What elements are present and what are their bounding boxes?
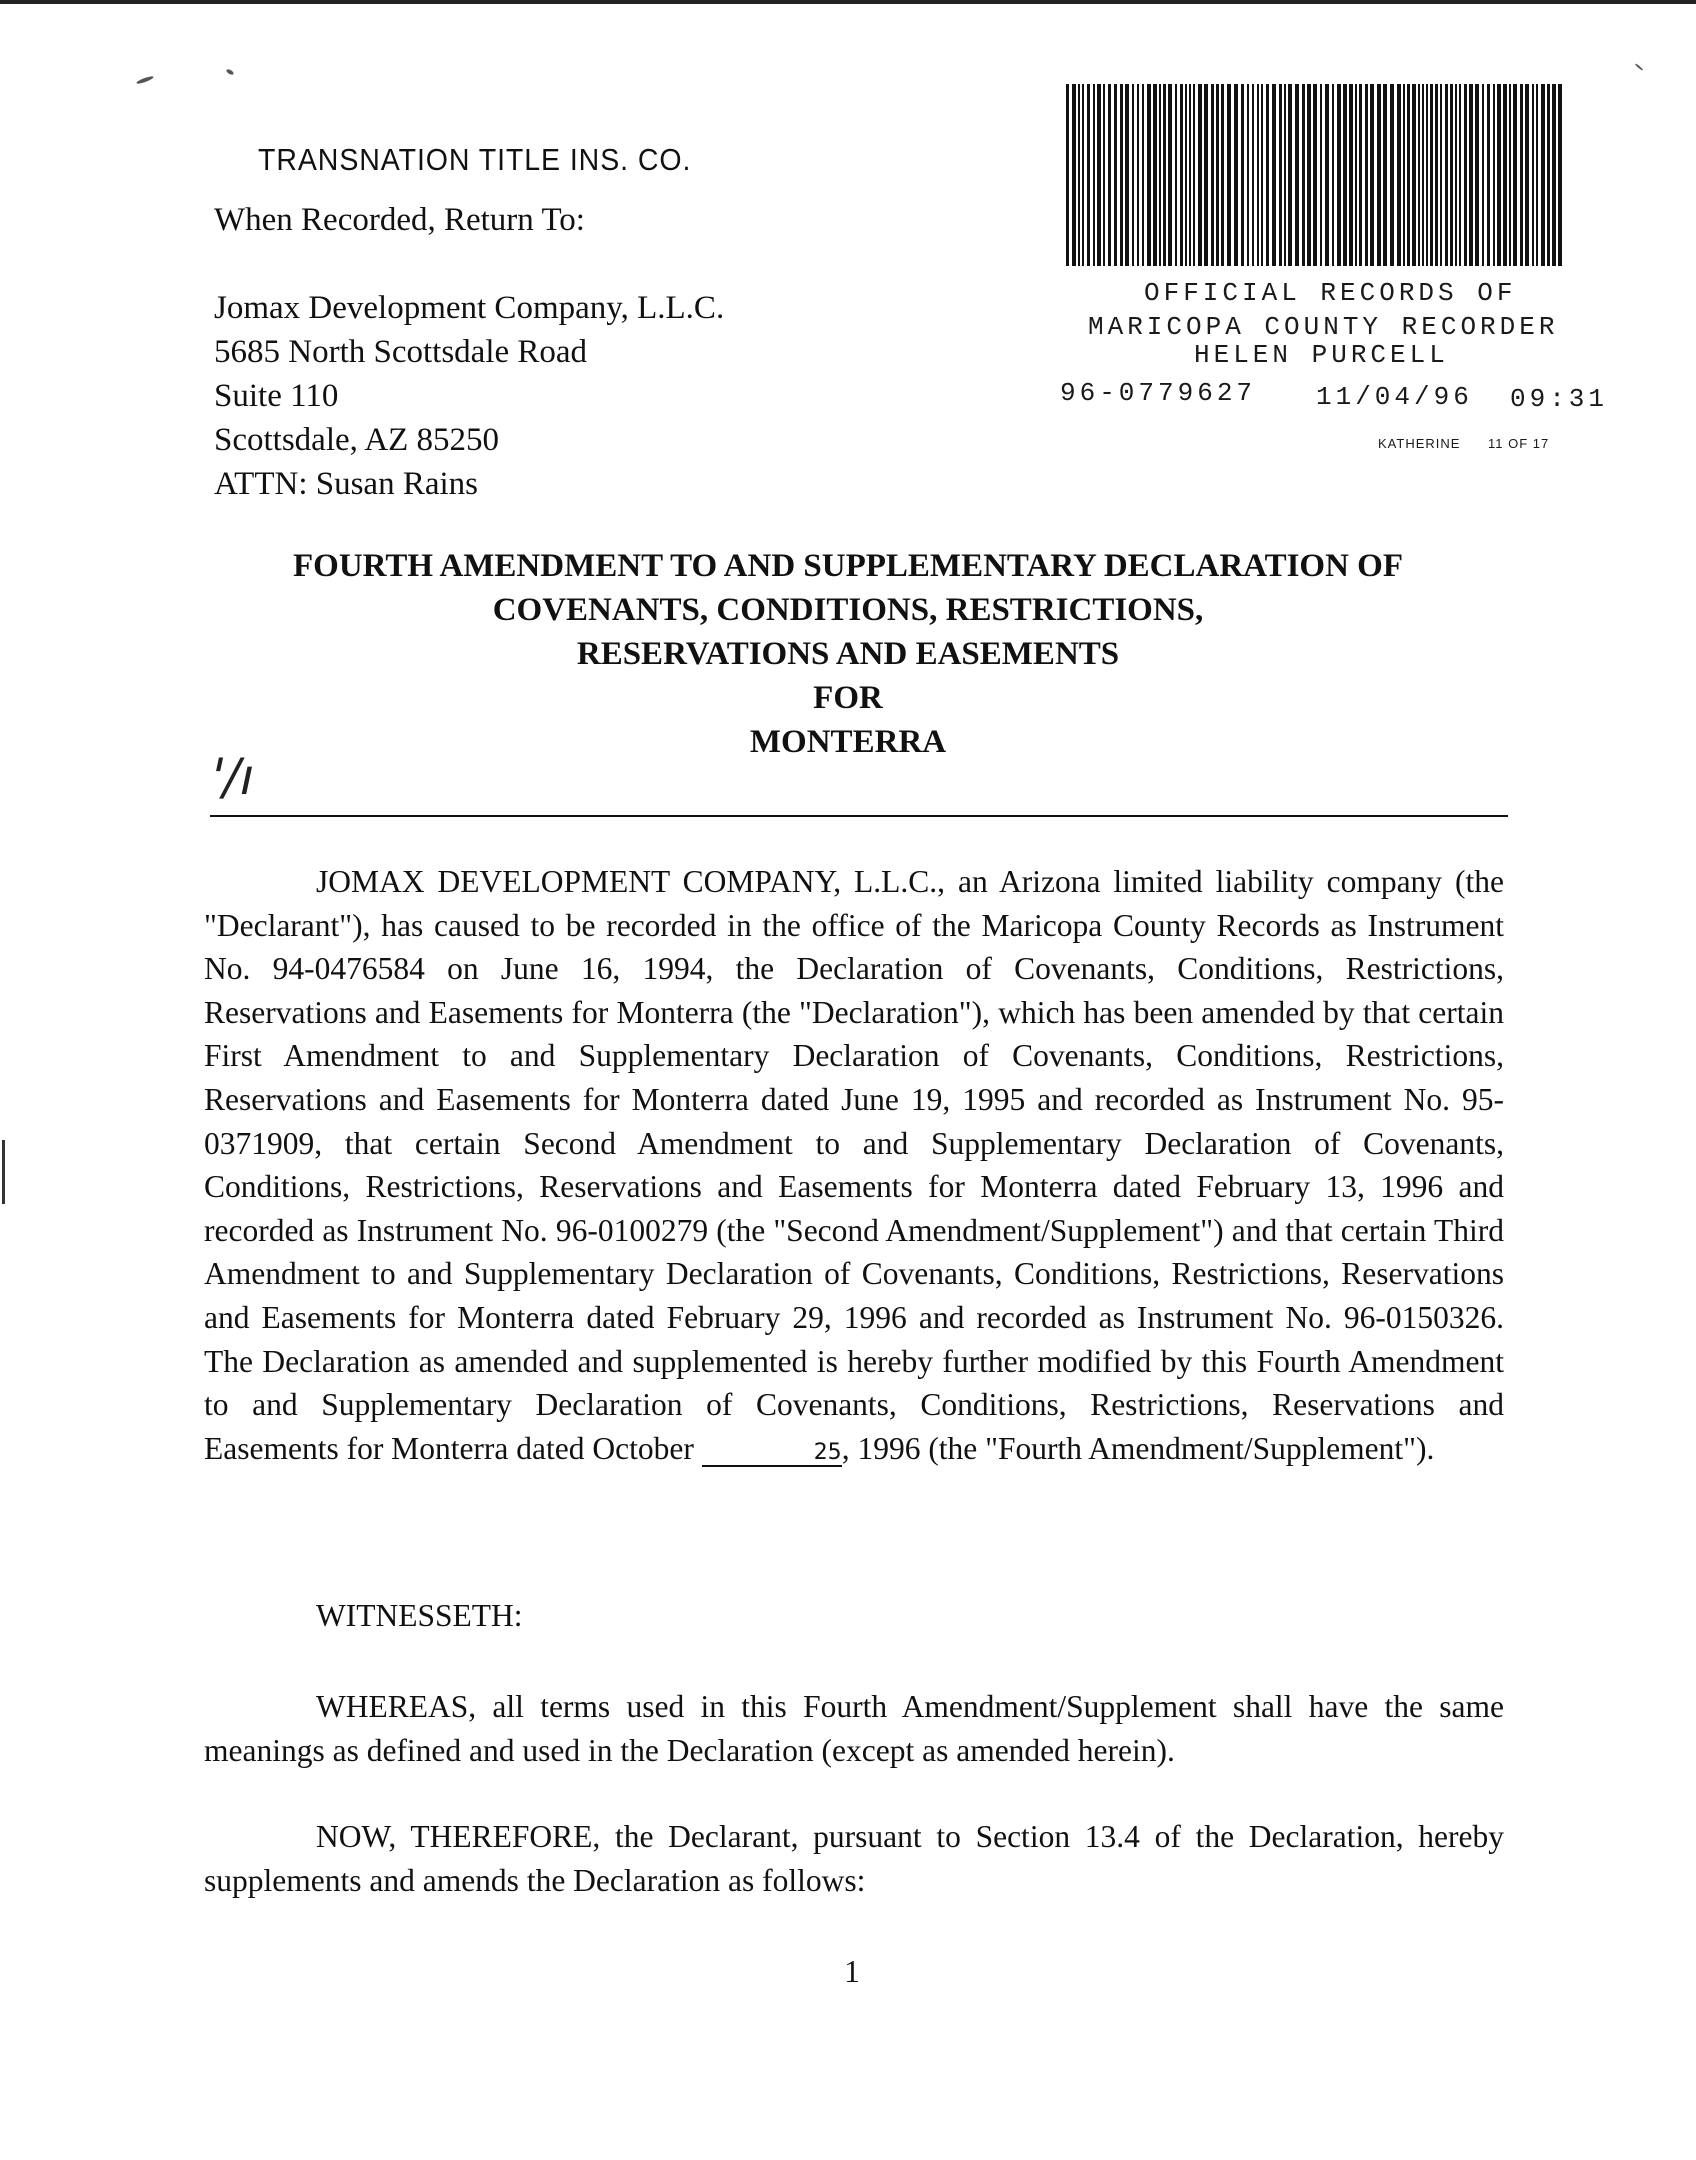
barcode-bar (1204, 84, 1208, 266)
barcode-bar (1455, 84, 1457, 266)
return-address-block (214, 198, 724, 506)
barcode-bar (1295, 84, 1299, 266)
barcode-bar (1332, 84, 1334, 266)
barcode-bar (1093, 84, 1095, 266)
barcode-bar (1418, 84, 1420, 266)
barcode-bar (1189, 84, 1191, 266)
barcode-bar (1445, 84, 1448, 266)
recording-line-3: HELEN PURCELL (1194, 340, 1449, 370)
barcode-bar (1114, 84, 1117, 266)
barcode-bar (1459, 84, 1461, 266)
return-name: Jomax Development Company, L.L.C. (214, 290, 725, 326)
barcode-bar (1464, 84, 1467, 266)
barcode-bar (1558, 84, 1562, 266)
barcode-bar (1284, 84, 1286, 266)
barcode-bar (1497, 84, 1501, 266)
barcode-bar (1137, 84, 1139, 266)
barcode-bar (1087, 84, 1090, 266)
title-line-5: MONTERRA (749, 724, 947, 760)
barcode-bar (1272, 84, 1276, 266)
barcode-bar (1426, 84, 1428, 266)
barcode-bar (1383, 84, 1387, 266)
return-city: Scottsdale, AZ 85250 (214, 422, 500, 458)
barcode-bar (1132, 84, 1134, 266)
barcode-bar (1390, 84, 1394, 266)
recording-line-1: OFFICIAL RECORDS OF (1144, 278, 1517, 308)
barcode-bar (1216, 84, 1219, 266)
now-therefore-paragraph: NOW, THEREFORE, the Declarant, pursuant to Section 13.4 of the Declaration, hereby supplements and amends the Declaration as follows: (204, 1819, 1504, 1898)
page-top-edge (0, 0, 1696, 4)
barcode-bar (1355, 84, 1357, 266)
barcode-bar (1180, 84, 1183, 266)
barcode-bar (1097, 84, 1101, 266)
barcode-bar (1142, 84, 1144, 266)
recording-time: 09:31 (1510, 384, 1609, 414)
barcode-bar (1541, 84, 1545, 266)
barcode-bar (1147, 84, 1151, 266)
intro-paragraph (204, 860, 1504, 1470)
barcode-bar (1320, 84, 1322, 266)
barcode-bar (1532, 84, 1534, 266)
barcode-bar (1313, 84, 1317, 266)
barcode-bar (1257, 84, 1259, 266)
barcode-bar (1450, 84, 1453, 266)
barcode-bar (1125, 84, 1129, 266)
barcode-bar (1407, 84, 1410, 266)
barcode-bar (1066, 84, 1069, 266)
recording-barcode (1064, 84, 1564, 266)
barcode-bar (1412, 84, 1416, 266)
barcode-bar (1493, 84, 1495, 266)
recording-instrument-number: 96-0779627 (1060, 378, 1257, 408)
document-title (160, 544, 1536, 764)
return-street: 5685 North Scottsdale Road (214, 334, 588, 370)
barcode-bar (1261, 84, 1263, 266)
intro-text: JOMAX DEVELOPMENT COMPANY, L.L.C., an Arizona limited liability company (the "Declarant"), has caused to be recorded in the office of the Maricopa County Records as Instrument No. 94-0476584 on June 16, 1994, the Declaration of Covenants, Conditions, Restrictions, Reservations and Easements for Monterra (the "Declaration"), which has been amended by that certain First Amendment to and Supplementary Declaration of Covenants, Conditions, Restrictions, Reservations and Easements for Monterra dated June 19, 1995 and recorded as Instrument No. 95-0371909, that certain Second Amendment to and Supplementary Declaration of Covenants, Conditions, Restrictions, Reservations and Easements for Monterra dated February 13, 1996 and recorded as Instrument No. 96-0100279 (the "Second Amendment/Supplement") and that certain Third Amendment to and Supplementary Declaration of Covenants, Conditions, Restrictions, Reservations and Easements for Monterra dated February 29, 1996 and recorded as Instrument No. 96-0150326. The Declaration as amended and supplemented is hereby further modified by this Fourth Amendment to and Supplementary Declaration of Covenants, Conditions, Restrictions, Reservations and Easements for Monterra dated October (204, 864, 1504, 1466)
barcode-bar (1440, 84, 1442, 266)
handwritten-mark: '/ı (203, 748, 261, 806)
barcode-bar (1422, 84, 1424, 266)
barcode-bar (1082, 84, 1084, 266)
barcode-bar (1475, 84, 1479, 266)
barcode-bar (1247, 84, 1249, 266)
barcode-bar (1403, 84, 1405, 266)
barcode-bar (1503, 84, 1507, 266)
return-suite: Suite 110 (214, 378, 339, 414)
barcode-bar (1513, 84, 1517, 266)
recording-clerk: KATHERINE (1378, 436, 1461, 451)
barcode-bar (1227, 84, 1231, 266)
barcode-bar (1198, 84, 1202, 266)
barcode-bar (1153, 84, 1157, 266)
scan-speck (1635, 63, 1644, 71)
barcode-bar (1168, 84, 1172, 266)
scan-speck (136, 75, 154, 85)
barcode-bar (1377, 84, 1381, 266)
barcode-bar (1078, 84, 1080, 266)
intro-text-end: , 1996 (the "Fourth Amendment/Supplement"). (841, 1430, 1435, 1466)
barcode-bar (1337, 84, 1341, 266)
barcode-bar (1343, 84, 1347, 266)
title-company-stamp: TRANSNATION TITLE INS. CO. (258, 142, 692, 177)
barcode-bar (1072, 84, 1076, 266)
barcode-bar (1536, 84, 1538, 266)
barcode-bar (1175, 84, 1177, 266)
barcode-bar (1234, 84, 1238, 266)
barcode-bar (1241, 84, 1244, 266)
scan-margin-mark (2, 1140, 5, 1204)
barcode-bar (1279, 84, 1282, 266)
barcode-bar (1159, 84, 1161, 266)
title-line-1: FOURTH AMENDMENT TO AND SUPPLEMENTARY DECLARATION OF (293, 548, 1403, 584)
barcode-bar (1552, 84, 1556, 266)
barcode-bar (1252, 84, 1254, 266)
whereas-paragraph: WHEREAS, all terms used in this Fourth Amendment/Supplement shall have the same meanings as defined and used in the Declaration (except as amended herein). (204, 1689, 1504, 1768)
barcode-bar (1302, 84, 1305, 266)
barcode-bar (1193, 84, 1195, 266)
barcode-bar (1487, 84, 1490, 266)
barcode-bar (1325, 84, 1329, 266)
return-heading: When Recorded, Return To: (214, 202, 585, 238)
page-number: 1 (844, 1954, 860, 1989)
barcode-bar (1430, 84, 1433, 266)
date-blank: 25 (702, 1441, 842, 1467)
barcode-bar (1509, 84, 1511, 266)
barcode-bar (1185, 84, 1187, 266)
barcode-bar (1397, 84, 1401, 266)
barcode-bar (1359, 84, 1362, 266)
title-divider (210, 815, 1508, 817)
barcode-bar (1547, 84, 1550, 266)
barcode-bar (1163, 84, 1166, 266)
barcode-bar (1307, 84, 1311, 266)
barcode-bar (1103, 84, 1105, 266)
barcode-bar (1520, 84, 1523, 266)
barcode-bar (1469, 84, 1473, 266)
barcode-bar (1370, 84, 1374, 266)
title-line-2: COVENANTS, CONDITIONS, RESTRICTIONS, (492, 592, 1204, 628)
barcode-bar (1221, 84, 1224, 266)
barcode-bar (1525, 84, 1529, 266)
barcode-bar (1435, 84, 1438, 266)
barcode-bar (1108, 84, 1111, 266)
barcode-bar (1365, 84, 1368, 266)
barcode-bar (1211, 84, 1214, 266)
recording-date: 11/04/96 (1316, 382, 1473, 412)
return-attn: ATTN: Susan Rains (214, 466, 478, 502)
title-line-4: FOR (813, 680, 883, 716)
scan-speck (226, 68, 235, 75)
barcode-bar (1266, 84, 1269, 266)
recording-line-2: MARICOPA COUNTY RECORDER (1088, 312, 1559, 342)
barcode-bar (1288, 84, 1292, 266)
barcode-bar (1120, 84, 1123, 266)
witnesseth-heading: WITNESSETH: (316, 1598, 523, 1633)
barcode-bar (1482, 84, 1484, 266)
recording-page-count: 11 OF 17 (1488, 436, 1550, 451)
title-line-3: RESERVATIONS AND EASEMENTS (576, 636, 1120, 672)
barcode-bar (1349, 84, 1353, 266)
